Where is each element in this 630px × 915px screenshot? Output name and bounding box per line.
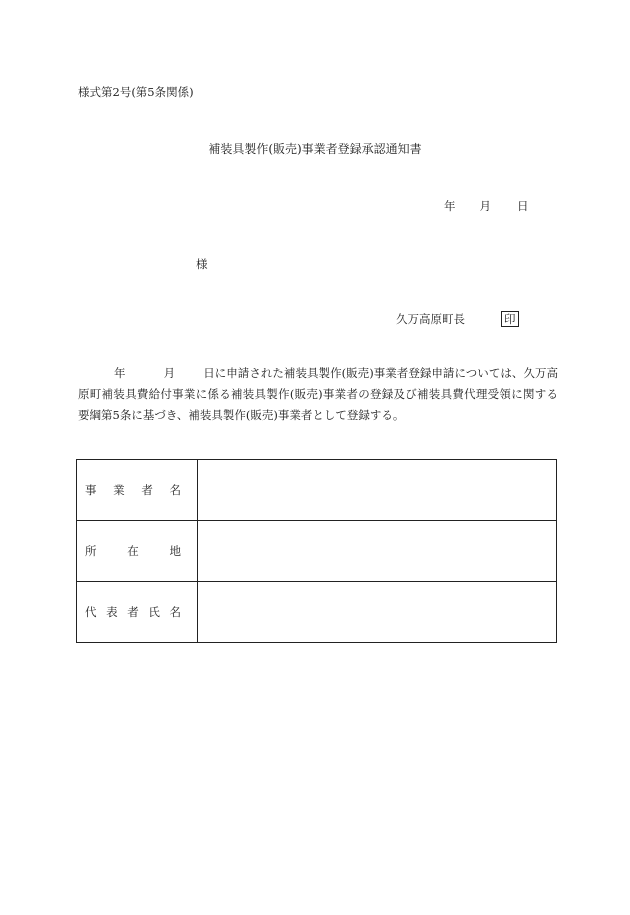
date-month: 月 — [479, 199, 491, 213]
body-text: 日に申請された補装具製作(販売)事業者登録申請については、久万高原町補装具費給付事業に係る補装具製作(販売)事業者の登録及び補装具費代理受領に関する要綱第5条に基づき、補装具製作(販売)事業者として登録する。 — [78, 366, 559, 422]
label-char: 業 — [113, 483, 125, 497]
label-char: 氏 — [148, 605, 160, 619]
label-char: 名 — [169, 483, 181, 497]
registration-info-table — [76, 459, 557, 643]
label-char: 事 — [85, 483, 97, 497]
body-month: 月 — [163, 366, 176, 380]
label-char: 地 — [169, 544, 181, 558]
body-year: 年 — [114, 366, 126, 380]
date-day: 日 — [517, 199, 529, 213]
seal-mark: 印 — [501, 311, 519, 327]
label-location — [77, 521, 198, 582]
table-row-representative — [77, 582, 557, 643]
document-title: 補装具製作(販売)事業者登録承認通知書 — [208, 142, 422, 156]
label-business-name — [77, 460, 198, 521]
label-char: 名 — [169, 605, 181, 619]
label-char: 代 — [85, 605, 97, 619]
label-char: 在 — [127, 544, 139, 558]
label-char: 所 — [85, 544, 97, 558]
table-row-business-name — [77, 460, 557, 521]
issuer — [396, 311, 519, 327]
label-char: 者 — [141, 483, 153, 497]
value-business-name[interactable] — [198, 460, 557, 521]
value-location[interactable] — [198, 521, 557, 582]
addressee-honorific: 様 — [196, 257, 208, 271]
date-line — [444, 198, 529, 214]
date-year: 年 — [444, 199, 456, 213]
issuer-name: 久万高原町長 — [396, 312, 465, 326]
body-paragraph — [78, 363, 558, 426]
label-char: 表 — [106, 605, 118, 619]
label-char: 者 — [127, 605, 139, 619]
label-representative — [77, 582, 198, 643]
form-number: 様式第2号(第5条関係) — [78, 85, 194, 99]
value-representative[interactable] — [198, 582, 557, 643]
table-row-location — [77, 521, 557, 582]
